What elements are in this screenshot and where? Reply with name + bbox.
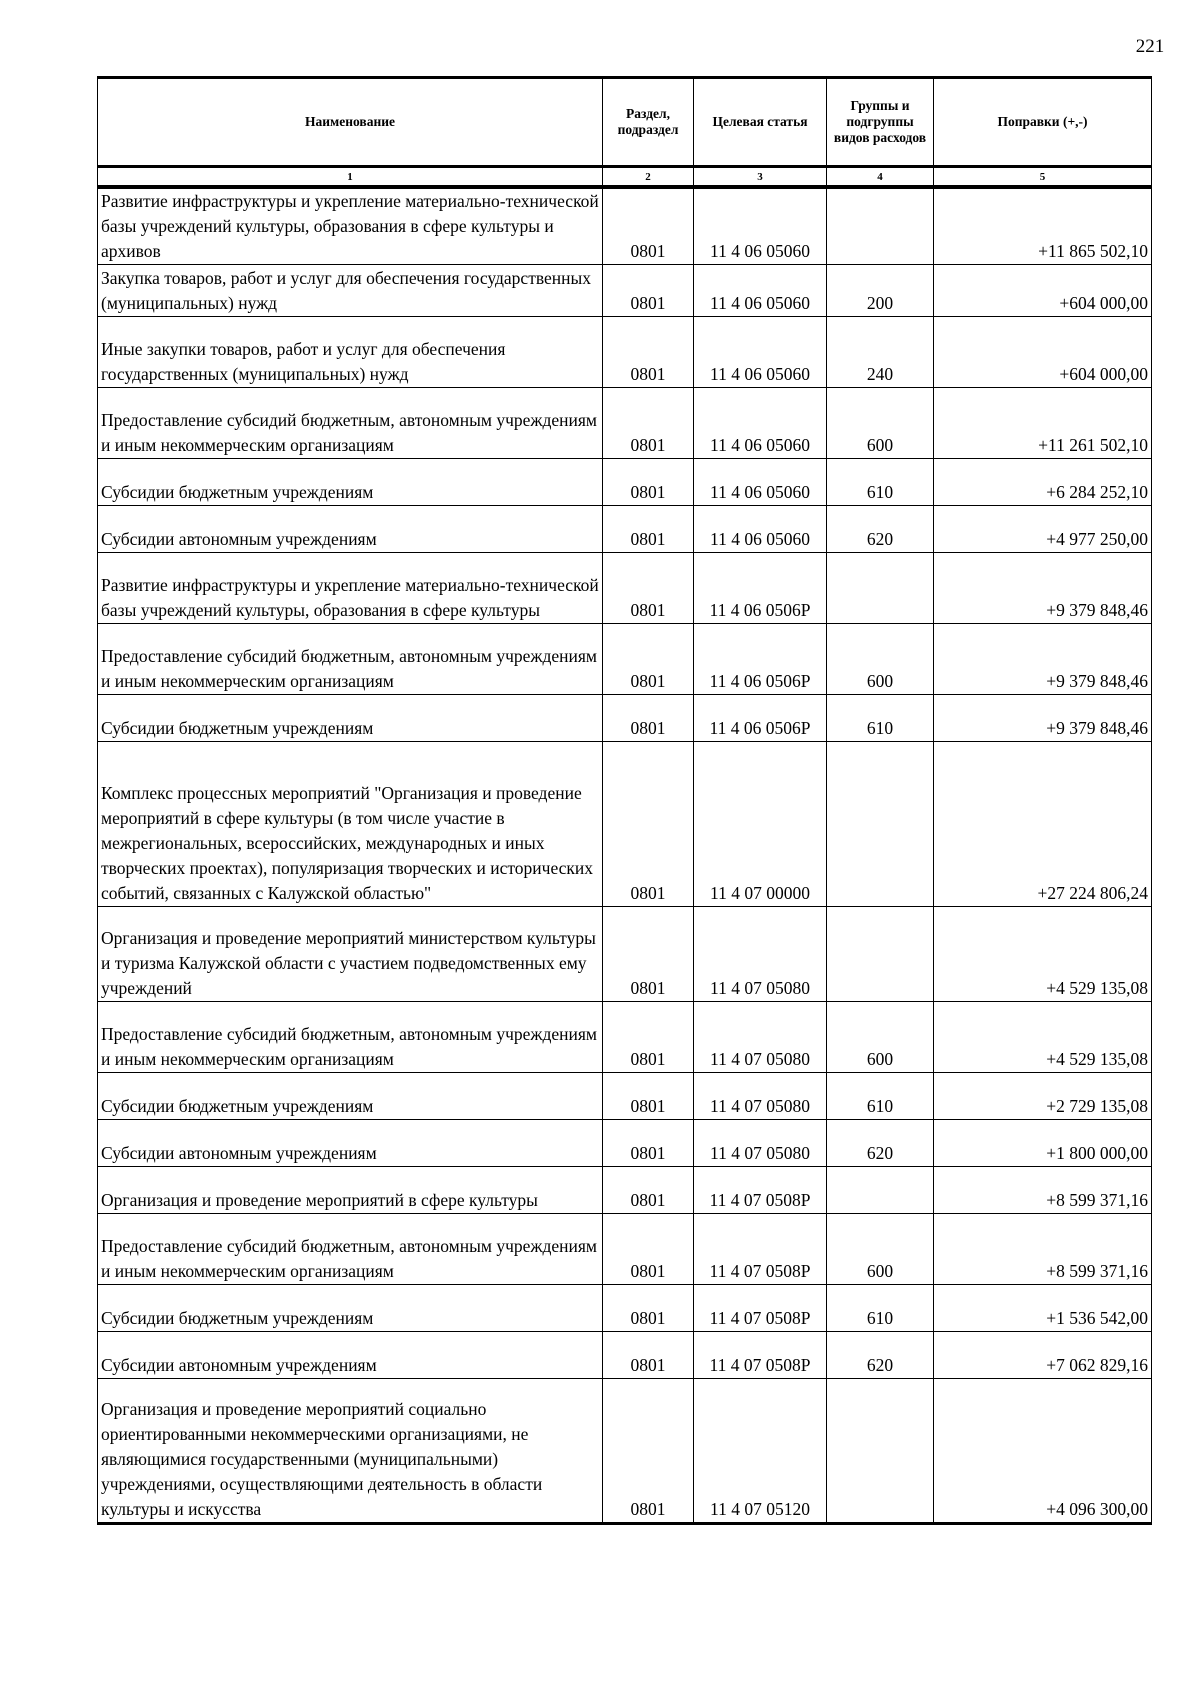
row-amendment: +604 000,00 [934,265,1152,317]
row-target-code: 11 4 07 05120 [694,1379,827,1524]
row-name: Закупка товаров, работ и услуг для обеспечения государственных (муниципальных) нужд [98,265,603,317]
table-row [98,506,1152,553]
row-name: Субсидии бюджетным учреждениям [98,1285,603,1332]
row-section: 0801 [603,624,694,695]
row-amendment: +11 865 502,10 [934,187,1152,265]
row-section: 0801 [603,388,694,459]
row-expense-group [827,1167,934,1214]
row-target-code: 11 4 06 05060 [694,265,827,317]
row-amendment: +11 261 502,10 [934,388,1152,459]
column-number: 5 [934,167,1152,188]
row-section: 0801 [603,742,694,907]
table-row [98,553,1152,624]
row-name: Субсидии автономным учреждениям [98,1332,603,1379]
row-target-code: 11 4 06 05060 [694,459,827,506]
row-name: Субсидии автономным учреждениям [98,506,603,553]
row-name: Организация и проведение мероприятий в сфере культуры [98,1167,603,1214]
table-row [98,388,1152,459]
row-target-code: 11 4 06 0506Р [694,553,827,624]
header-section: Раздел, подраздел [603,78,694,167]
column-number: 2 [603,167,694,188]
row-amendment: +1 800 000,00 [934,1120,1152,1167]
table-row [98,1002,1152,1073]
row-name: Субсидии бюджетным учреждениям [98,1073,603,1120]
row-amendment: +8 599 371,16 [934,1167,1152,1214]
row-section: 0801 [603,1285,694,1332]
row-section: 0801 [603,1167,694,1214]
row-section: 0801 [603,1002,694,1073]
row-amendment: +4 529 135,08 [934,1002,1152,1073]
row-target-code: 11 4 07 05080 [694,1002,827,1073]
row-section: 0801 [603,553,694,624]
row-section: 0801 [603,459,694,506]
row-name: Предоставление субсидий бюджетным, автономным учреждениям и иным некоммерческим организациям [98,388,603,459]
row-expense-group: 600 [827,624,934,695]
row-section: 0801 [603,317,694,388]
row-amendment: +4 977 250,00 [934,506,1152,553]
table-row [98,1120,1152,1167]
column-number: 1 [98,167,603,188]
row-expense-group: 600 [827,1002,934,1073]
row-expense-group [827,742,934,907]
row-target-code: 11 4 06 05060 [694,187,827,265]
row-expense-group: 600 [827,1214,934,1285]
table-body [98,187,1152,1524]
header-groups: Группы и подгруппы видов расходов [827,78,934,167]
row-target-code: 11 4 06 05060 [694,317,827,388]
row-expense-group: 610 [827,1073,934,1120]
row-amendment: +604 000,00 [934,317,1152,388]
row-amendment: +7 062 829,16 [934,1332,1152,1379]
budget-amendments-table [97,76,1152,1525]
table-row [98,459,1152,506]
row-expense-group: 610 [827,1285,934,1332]
row-name: Субсидии автономным учреждениям [98,1120,603,1167]
row-target-code: 11 4 07 0508Р [694,1332,827,1379]
row-name: Развитие инфраструктуры и укрепление материально-технической базы учреждений культуры, образования в сфере культуры [98,553,603,624]
table-row [98,1214,1152,1285]
row-section: 0801 [603,506,694,553]
row-expense-group [827,907,934,1002]
row-expense-group: 610 [827,459,934,506]
row-amendment: +4 096 300,00 [934,1379,1152,1524]
row-amendment: +27 224 806,24 [934,742,1152,907]
row-expense-group: 620 [827,506,934,553]
row-amendment: +1 536 542,00 [934,1285,1152,1332]
row-expense-group: 240 [827,317,934,388]
table-row [98,1073,1152,1120]
row-section: 0801 [603,1332,694,1379]
row-amendment: +2 729 135,08 [934,1073,1152,1120]
row-amendment: +8 599 371,16 [934,1214,1152,1285]
header-amendments: Поправки (+,-) [934,78,1152,167]
header-target: Целевая статья [694,78,827,167]
row-target-code: 11 4 06 05060 [694,388,827,459]
row-name: Иные закупки товаров, работ и услуг для обеспечения государственных (муниципальных) нужд [98,317,603,388]
table-row [98,1167,1152,1214]
row-amendment: +4 529 135,08 [934,907,1152,1002]
header-name: Наименование [98,78,603,167]
row-target-code: 11 4 06 0506Р [694,624,827,695]
row-target-code: 11 4 07 05080 [694,907,827,1002]
row-expense-group [827,187,934,265]
table-row [98,742,1152,907]
row-amendment: +6 284 252,10 [934,459,1152,506]
column-number-row [98,167,1152,188]
row-amendment: +9 379 848,46 [934,695,1152,742]
table-row [98,187,1152,265]
row-expense-group: 610 [827,695,934,742]
row-name: Развитие инфраструктуры и укрепление материально-технической базы учреждений культуры, образования в сфере культуры и архивов [98,187,603,265]
table-row [98,317,1152,388]
row-target-code: 11 4 07 00000 [694,742,827,907]
row-section: 0801 [603,265,694,317]
row-expense-group [827,553,934,624]
row-target-code: 11 4 07 05080 [694,1120,827,1167]
row-target-code: 11 4 07 05080 [694,1073,827,1120]
row-expense-group: 620 [827,1332,934,1379]
row-name: Комплекс процессных мероприятий "Организация и проведение мероприятий в сфере культуры (в том числе участие в межрегиональных, всероссийских, международных и иных творческих проектах), популяризация творческих и исторических событий, связанных с Калужской областью" [98,742,603,907]
row-amendment: +9 379 848,46 [934,624,1152,695]
table-row [98,907,1152,1002]
page-number: 221 [1135,36,1165,57]
table-row [98,265,1152,317]
table-header-row [98,78,1152,167]
row-section: 0801 [603,1214,694,1285]
row-expense-group: 620 [827,1120,934,1167]
row-name: Предоставление субсидий бюджетным, автономным учреждениям и иным некоммерческим организациям [98,1214,603,1285]
row-expense-group: 600 [827,388,934,459]
table-row [98,624,1152,695]
table-row [98,1379,1152,1524]
row-name: Субсидии бюджетным учреждениям [98,695,603,742]
row-section: 0801 [603,187,694,265]
row-section: 0801 [603,695,694,742]
row-target-code: 11 4 07 0508Р [694,1214,827,1285]
row-name: Организация и проведение мероприятий министерством культуры и туризма Калужской области с участием подведомственных ему учреждений [98,907,603,1002]
column-number: 4 [827,167,934,188]
table-row [98,1285,1152,1332]
row-section: 0801 [603,1379,694,1524]
row-name: Субсидии бюджетным учреждениям [98,459,603,506]
row-target-code: 11 4 07 0508Р [694,1167,827,1214]
row-name: Предоставление субсидий бюджетным, автономным учреждениям и иным некоммерческим организациям [98,624,603,695]
row-target-code: 11 4 07 0508Р [694,1285,827,1332]
row-target-code: 11 4 06 0506Р [694,695,827,742]
column-number: 3 [694,167,827,188]
row-section: 0801 [603,1073,694,1120]
row-section: 0801 [603,907,694,1002]
row-expense-group: 200 [827,265,934,317]
row-expense-group [827,1379,934,1524]
row-name: Предоставление субсидий бюджетным, автономным учреждениям и иным некоммерческим организациям [98,1002,603,1073]
table-row [98,1332,1152,1379]
table-row [98,695,1152,742]
row-target-code: 11 4 06 05060 [694,506,827,553]
row-section: 0801 [603,1120,694,1167]
row-name: Организация и проведение мероприятий социально ориентированными некоммерческими организациями, не являющимися государственными (муниципальными) учреждениями, осуществляющими деятельность в области культуры и искусства [98,1379,603,1524]
row-amendment: +9 379 848,46 [934,553,1152,624]
